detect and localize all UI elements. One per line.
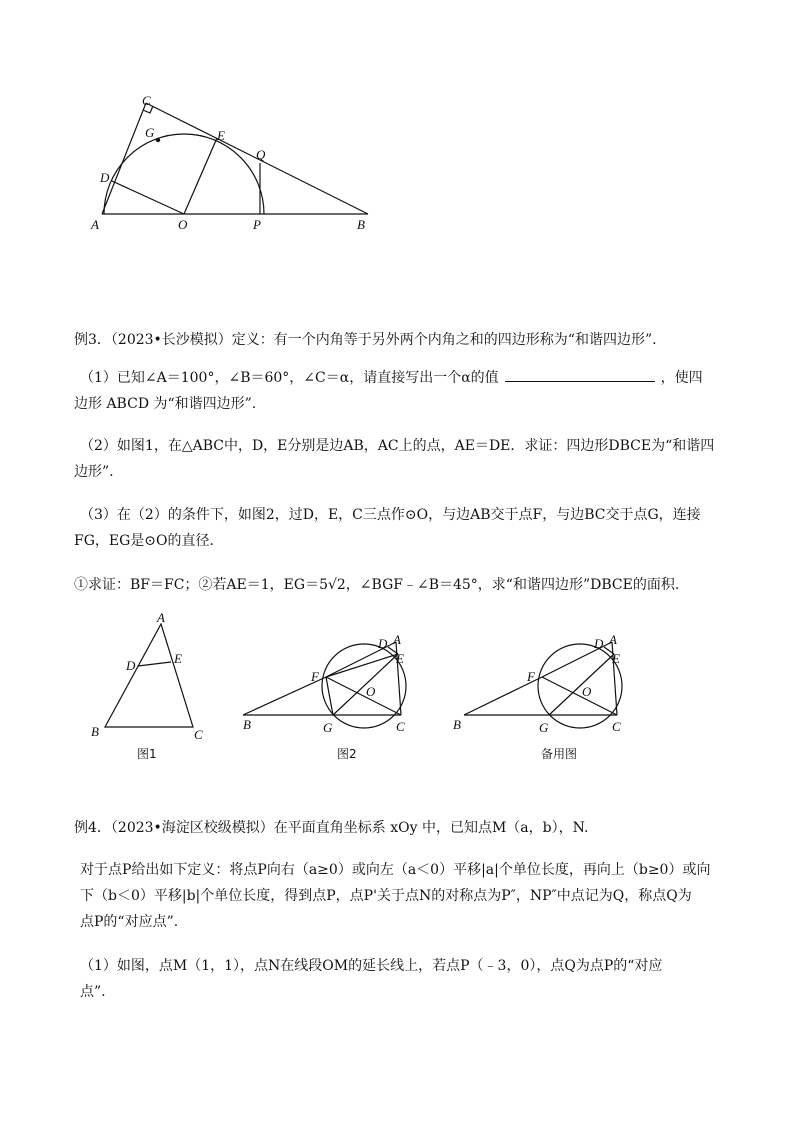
ex3-heading: 例3．（2023•长沙模拟）定义：有一个内角等于另外两个内角之和的四边形称为“和谐四边形”. — [74, 332, 657, 348]
label-f: F — [311, 669, 319, 684]
label-d: D — [594, 636, 604, 651]
label-d: D — [378, 636, 388, 651]
figure-2-caption: 图2 — [337, 747, 357, 761]
segment-do — [112, 181, 184, 214]
segment-oe — [184, 138, 217, 214]
label-b: B — [91, 724, 99, 739]
label-e: E — [396, 651, 404, 666]
segment-fc — [542, 677, 617, 715]
label-o: O — [366, 684, 376, 699]
segment-ac — [102, 103, 146, 214]
point-g — [156, 138, 160, 142]
ex4-def-line1: 对于点P给出如下定义：将点P向右（a≥0）或向左（a＜0）平移|a|个单位长度，再向上（b≥0）或向 — [80, 862, 711, 878]
figure-1 — [85, 612, 215, 742]
segment-de — [138, 662, 171, 666]
label-o: O — [178, 217, 188, 232]
triangle-abc — [105, 624, 193, 727]
answer-blank[interactable] — [505, 366, 655, 382]
ex4-q1-line2: 点”. — [80, 984, 106, 1000]
label-q: Q — [256, 147, 266, 162]
label-c: C — [142, 93, 151, 108]
ex3-q3-line3: ①求证：BF＝FC；②若AE＝1，EG＝5√2，∠BGF﹣∠B＝45°，求“和谐四边形”DBCE的面积. — [74, 577, 680, 593]
label-p: P — [253, 217, 261, 232]
label-g: G — [145, 125, 155, 140]
figure-spare — [450, 630, 640, 740]
label-g: G — [539, 720, 549, 735]
ex3-q2-line2: 边形”. — [74, 464, 114, 480]
ex4-def-line2: 下（b＜0）平移|b|个单位长度，得到点P，点P'关于点N的对称点为P″，NP″中点记为Q，称点Q为 — [80, 888, 692, 904]
ex3-q1-line2: 边形 ABCD 为“和谐四边形”. — [74, 396, 257, 412]
label-c: C — [194, 727, 203, 742]
label-a: A — [393, 632, 401, 647]
label-b: B — [243, 717, 251, 732]
label-e: E — [612, 651, 620, 666]
segment-fc — [326, 677, 401, 715]
label-e: E — [174, 651, 182, 666]
label-b: B — [453, 717, 461, 732]
figure-spare-caption: 备用图 — [541, 747, 578, 761]
label-o: O — [582, 684, 592, 699]
label-c: C — [612, 719, 621, 734]
top-figure — [80, 85, 390, 240]
figure-2 — [238, 630, 418, 740]
ex3-q1-text-b: ，使四 — [660, 370, 703, 386]
label-d: D — [100, 170, 110, 185]
ex3-q1-text-a: （1）已知∠A＝100°，∠B＝60°，∠C＝α，请直接写出一个α的值 — [80, 370, 499, 386]
label-b: B — [357, 217, 365, 232]
ex3-q1-line1 — [80, 365, 703, 391]
label-a: A — [157, 612, 165, 625]
label-g: G — [323, 720, 333, 735]
label-a: A — [91, 217, 99, 232]
label-d: D — [126, 658, 136, 673]
ex4-q1-line1: （1）如图，点M（1，1），点N在线段OM的延长线上，若点P（﹣3，0），点Q为点P的“对应 — [80, 958, 663, 974]
ex3-q3-line2: FG，EG是⊙O的直径. — [74, 533, 214, 549]
ex3-q2-line1: （2）如图1，在△ABC中，D，E分别是边AB，AC上的点，AE＝DE．求证：四边形DBCE为“和谐四 — [80, 438, 715, 454]
ex3-q3-line1: （3）在（2）的条件下，如图2，过D，E，C三点作⊙O，与边AB交于点F，与边BC交于点G，连接 — [80, 507, 701, 523]
semicircle-arc — [104, 134, 264, 214]
figure-1-caption: 图1 — [137, 747, 157, 761]
segment-fe — [326, 654, 398, 677]
label-e: E — [217, 128, 225, 143]
ex4-def-line3: 点P的“对应点”. — [80, 914, 179, 930]
label-f: F — [527, 669, 535, 684]
ex4-heading: 例4．（2023•海淀区校级模拟）在平面直角坐标系 xOy 中，已知点M（a，b），N. — [74, 820, 589, 836]
label-a: A — [609, 632, 617, 647]
label-c: C — [396, 719, 405, 734]
